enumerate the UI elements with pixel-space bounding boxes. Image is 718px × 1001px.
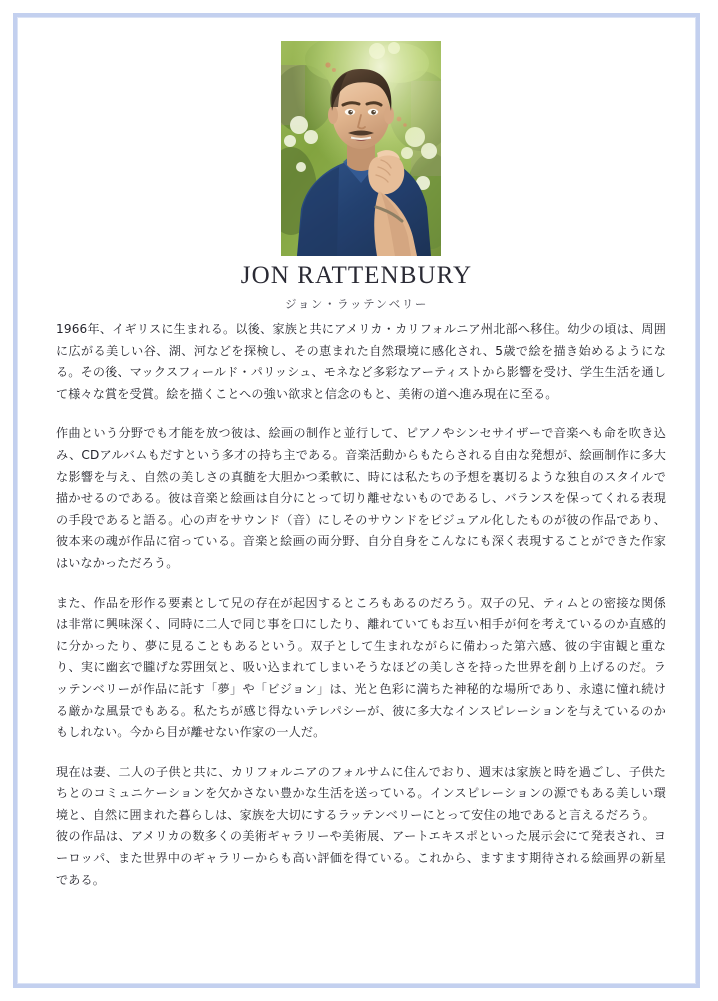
page-content-area bbox=[18, 18, 695, 983]
title-block bbox=[18, 263, 695, 312]
biography-body bbox=[56, 319, 666, 891]
portrait-photo-container bbox=[281, 41, 441, 256]
paragraph: また、作品を形作る要素として兄の存在が起因するところもあるのだろう。双子の兄、ティムとの密接な関係は非常に興味深く、同時に二人で同じ事を口にしたり、離れていてもお互い相手が何を考えているのか直感的に分かったり、夢に見ることもあるという。双子として生まれながらに備わった第六感、彼の宇宙観と重なり、実に幽玄で朧げな雰囲気と、吸い込まれてしまいそうなほどの美しさを持った世界を創り上げるのだ。ラッテンベリーが作品に託す「夢」や「ビジョン」は、光と色彩に満ちた神秘的な場所であり、永遠に憧れ続ける厳かな風景でもある。私たちが感じ得ないテレパシーが、彼に多大なインスピレーションを与えているのかもしれない。今から目が離せない作家の一人だ。 bbox=[56, 595, 666, 740]
page-title-name-en: JON RATTENBURY bbox=[240, 262, 473, 289]
paragraph: 1966年、イギリスに生まれる。以後、家族と共にアメリカ・カリフォルニア州北部へ移住。幼少の頃は、周囲に広がる美しい谷、湖、河などを探検し、その恵まれた自然環境に感化され、5歳で絵を描き始めるようになる。その後、マックスフィールド・パリッシュ、モネなど多彩なアーティストから影響を受け、学生生活を通して様々な賞を受賞。絵を描くことへの強い欲求と信念のもと、美術の道へ進み現在に至る。 bbox=[56, 322, 666, 401]
portrait-photo bbox=[281, 41, 441, 256]
paragraph: 現在は妻、二人の子供と共に、カリフォルニアのフォルサムに住んでおり、週末は家族と時を過ごし、子供たちとのコミュニケーションを欠かさない豊かな生活を送っている。インスピレーションの源でもある美しい環境と、自然に囲まれた暮らしは、家族を大切にするラッテンベリーにとって安住の地であると言えるだろう。 bbox=[56, 764, 666, 822]
portrait-photo-artwork bbox=[281, 41, 441, 256]
page-subtitle-name-ja: ジョン・ラッテンベリー bbox=[284, 297, 429, 312]
paragraph: 彼の作品は、アメリカの数多くの美術ギャラリーや美術展、アートエキスポといった展示会にて発表され、ヨーロッパ、また世界中のギャラリーからも高い評価を得ている。これから、ますます期待される絵画界の新星である。 bbox=[56, 829, 666, 887]
paragraph: 作曲という分野でも才能を放つ彼は、絵画の制作と並行して、ピアノやシンセサイザーで音楽へも命を吹き込み、CDアルバムもだすという多才の持ち主である。音楽活動からもたらされる自由な発想が、絵画制作に多大な影響を与え、自然の美しさの真髄を大胆かつ柔軟に、時には私たちの予想を裏切るような独自のスタイルで描かせるのである。彼は音楽と絵画は自分にとって切り離せないものであるし、バランスを保ってくれる表現の手段であると語る。心の声をサウンド（音）にしそのサウンドをビジュアル化したものが彼の作品であり、彼本来の魂が作品に宿っている。音楽と絵画の両分野、自分自身をこんなにも深く表現することができた作家はいなかっただろう。 bbox=[56, 426, 666, 570]
